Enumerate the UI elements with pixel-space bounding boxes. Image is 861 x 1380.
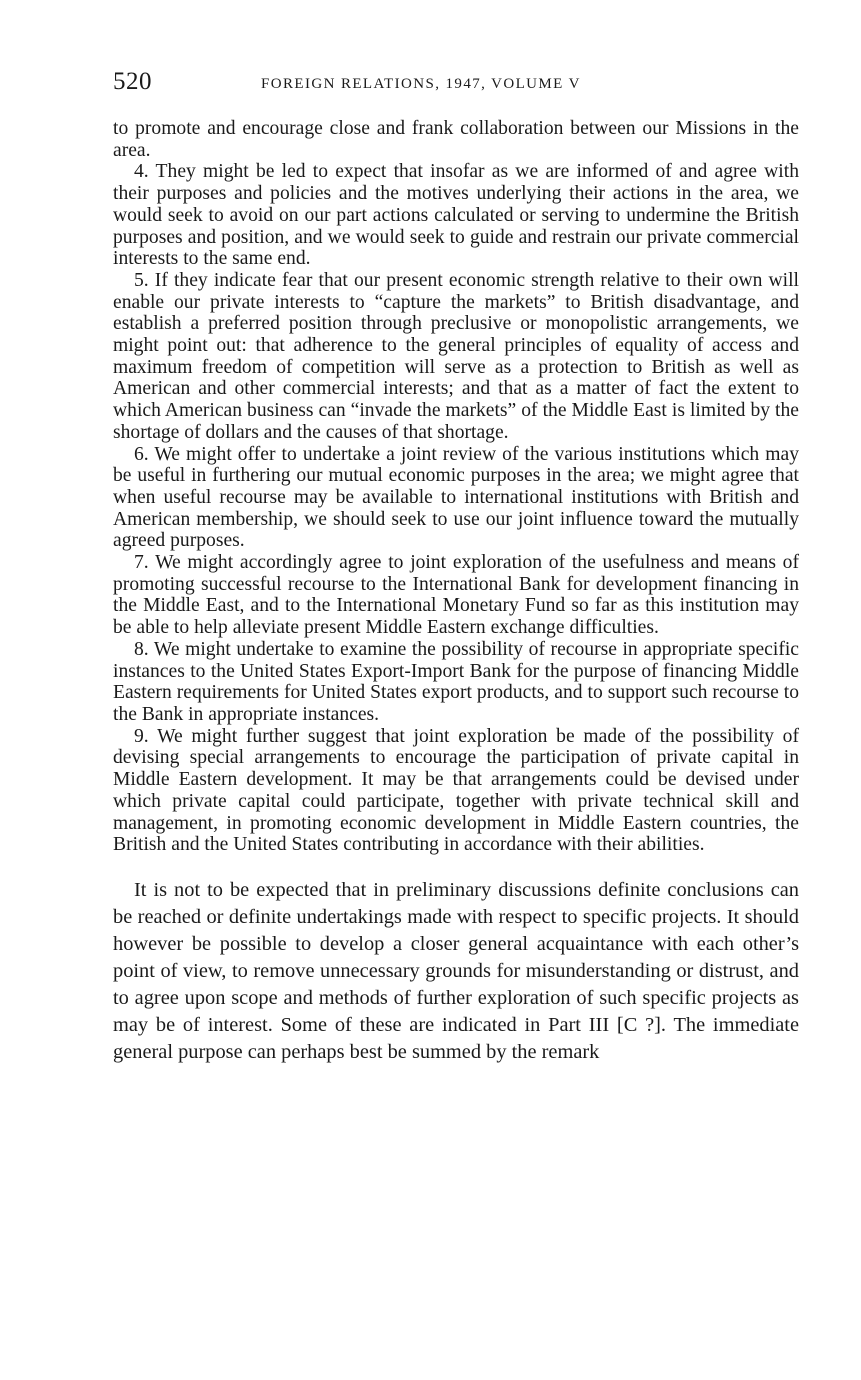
closing-paragraph: It is not to be expected that in preliminary discussions definite conclusions can be reached or definite undertakings made with respect to specific projects. It should however be possible to develop a closer general acquaintance with each other’s point of view, to remove unnecessary grounds for misunderstanding or distrust, and to agree upon scope and methods of further exploration of such specific projects as may be of interest. Some of these are indicated in Part III [C ?]. The immediate general purpose can perhaps best be summed by the remark	[113, 878, 799, 1064]
point-7-paragraph: 7. We might accordingly agree to joint exploration of the usefulness and means of promoting successful recourse to the International Bank for development financing in the Middle East, and to the International Monetary Fund so far as this institution may be able to help alleviate present Middle Eastern exchange difficulties.	[113, 552, 799, 639]
page-number: 520	[113, 68, 152, 95]
page-header	[113, 68, 799, 98]
point-5-paragraph: 5. If they indicate fear that our present economic strength relative to their own will enable our private interests to “capture the markets” to British disadvantage, and establish a preferred position through preclusive or monopolistic arrangements, we might point out: that adherence to the general principles of equality of access and maximum freedom of competition will serve as a protection to British as well as American and other commercial interests; and that as a matter of fact the extent to which American business can “invade the markets” of the Middle East is limited by the shortage of dollars and the causes of that shortage.	[113, 269, 799, 443]
closing-section	[113, 877, 799, 1067]
continuation-paragraph: to promote and encourage close and frank collaboration between our Missions in the area.	[113, 118, 799, 161]
running-head: FOREIGN RELATIONS, 1947, VOLUME V	[261, 76, 581, 92]
point-4-paragraph: 4. They might be led to expect that insofar as we are informed of and agree with their purposes and policies and the motives underlying their actions in the area, we would seek to avoid on our part actions calculated or serving to undermine the British purposes and position, and we would seek to guide and restrain our private commercial interests to the same end.	[113, 161, 799, 270]
document-page	[113, 68, 799, 1067]
point-6-paragraph: 6. We might offer to undertake a joint review of the various institutions which may be useful in furthering our mutual economic purposes in the area; we might agree that when useful recourse may be available to international institutions with British and American membership, we should seek to use our joint influence toward the mutually agreed purposes.	[113, 443, 799, 552]
point-8-paragraph: 8. We might undertake to examine the possibility of recourse in appropriate specific instances to the United States Export-Import Bank for the purpose of financing Middle Eastern requirements for United States export products, and to support such recourse to the Bank in appropriate instances.	[113, 638, 799, 725]
numbered-points-section	[113, 118, 799, 856]
point-9-paragraph: 9. We might further suggest that joint exploration be made of the possibility of devising special arrangements to encourage the participation of private capital in Middle Eastern development. It may be that arrangements could be devised under which private capital could participate, together with private technical skill and management, in promoting economic development in Middle Eastern countries, the British and the United States contributing in accordance with their abilities.	[113, 725, 799, 856]
